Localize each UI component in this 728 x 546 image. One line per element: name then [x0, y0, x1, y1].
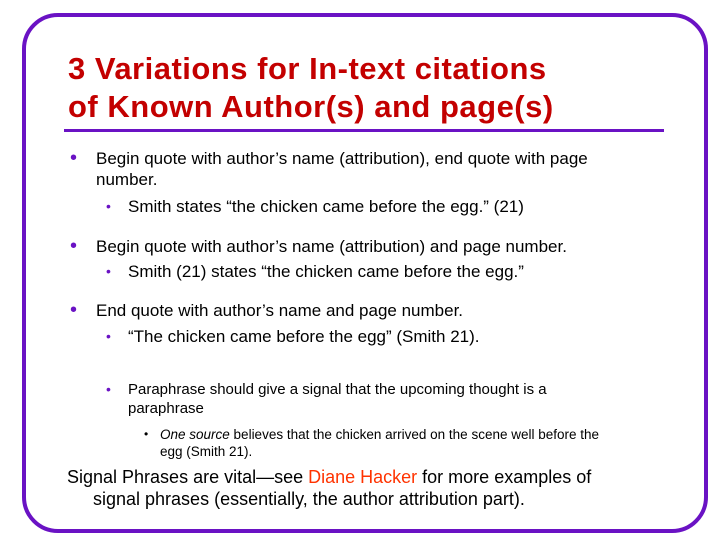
bullet-2-marker: •: [70, 235, 78, 257]
title-underline: [64, 129, 664, 132]
example-source-phrase: One source: [160, 427, 230, 442]
example-text: believes that the chicken arrived on the scene well before the: [229, 427, 600, 442]
bullet-1-sub-marker: •: [106, 198, 111, 214]
signal-phrase-note: [67, 466, 697, 510]
bullet-2-sub-text: Smith (21) states “the chicken came before the egg.”: [128, 262, 524, 281]
bullet-3-sub-marker: •: [106, 328, 111, 344]
signal-phrase-line-2: signal phrases (essentially, the author attribution part).: [93, 489, 525, 509]
paraphrase-line-2: paraphrase: [128, 400, 204, 417]
paraphrase-example-marker: •: [144, 427, 149, 441]
signal-phrase-text-1: Signal Phrases are vital—see: [67, 467, 309, 487]
paraphrase-example-line-2: egg (Smith 21).: [160, 444, 253, 459]
bullet-3-marker: •: [70, 299, 78, 321]
bullet-1-marker: •: [70, 147, 78, 169]
title-line-2: of Known Author(s) and page(s): [68, 89, 554, 124]
paraphrase-line-1: Paraphrase should give a signal that the upcoming thought is a: [128, 381, 547, 398]
paraphrase-example-line-1: [160, 426, 599, 443]
signal-phrase-line-1: [67, 466, 697, 488]
bullet-3-sub-text: “The chicken came before the egg” (Smith 21).: [128, 327, 480, 346]
title-line-1: 3 Variations for In-text citations: [68, 51, 547, 86]
bullet-3-text: End quote with author’s name and page number.: [96, 301, 464, 320]
slide-title: [68, 50, 688, 126]
signal-phrase-text-2: for more examples of: [417, 467, 592, 487]
bullet-1-line-1: Begin quote with author’s name (attribution), end quote with page: [96, 149, 588, 168]
bullet-1-sub-text: Smith states “the chicken came before the egg.” (21): [128, 197, 524, 216]
bullet-2-sub-marker: •: [106, 263, 111, 279]
paraphrase-marker: •: [106, 381, 111, 397]
bullet-1-line-2: number.: [96, 170, 158, 189]
diane-hacker-link[interactable]: Diane Hacker: [308, 467, 418, 487]
bullet-2-text: Begin quote with author’s name (attribution) and page number.: [96, 237, 567, 256]
